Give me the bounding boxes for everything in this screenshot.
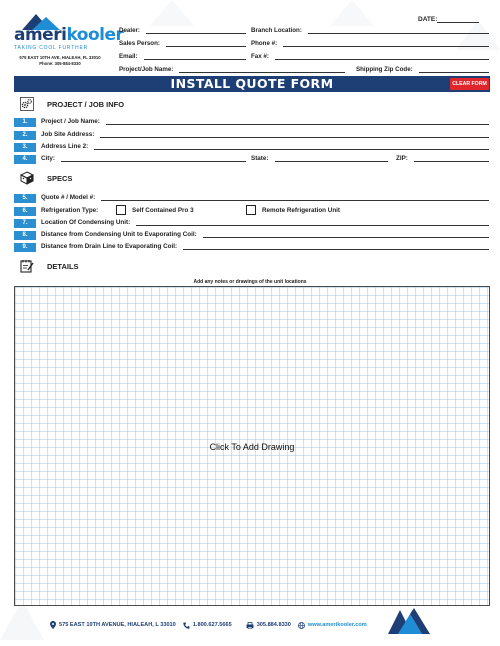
footer-fax: 305.884.8330 [256,622,291,628]
footer-contact-bar [50,621,367,629]
project-job-name-field[interactable]: Project / Job Name: [41,118,489,125]
drawing-grid[interactable] [14,286,490,606]
footer-phone: 1.800.627.5665 [192,622,232,628]
phone-icon [183,622,190,629]
location-pin-icon [50,621,56,629]
title-bar [14,76,490,92]
details-caption: Add any notes or drawings of the unit locations [193,279,307,285]
state-field[interactable]: State: [251,155,388,162]
dealer-field[interactable]: Dealer: [119,27,246,34]
date-input-line[interactable] [437,17,479,23]
city-field[interactable]: City: [41,155,246,162]
project-section-heading: PROJECT / JOB INFO [20,97,124,111]
refrigeration-type-label: Refrigeration Type: [41,207,99,214]
phone-field[interactable]: Phone #: [251,40,489,47]
drain-to-coil-distance-field[interactable]: Distance from Drain Line to Evaporating Coil: [41,243,489,250]
shipping-zip-field[interactable]: Shipping Zip Code: [356,66,489,73]
remote-refrigeration-checkbox[interactable] [246,205,256,215]
condensing-unit-location-field[interactable]: Location Of Condensing Unit: [41,219,489,226]
notepad-icon [20,259,34,273]
sales-person-field[interactable]: Sales Person: [119,40,246,47]
row-number: 8. [14,231,36,240]
background-triangle [330,0,374,26]
logo-wordmark: amerikooler [14,25,124,45]
specs-section-heading: SPECS [20,171,72,185]
job-site-address-field[interactable]: Job Site Address: [41,131,489,138]
quote-model-field[interactable]: Quote # / Model #: [41,194,489,201]
date-field[interactable]: DATE: [418,16,479,23]
add-drawing-prompt[interactable]: Click To Add Drawing [209,442,295,452]
cube-icon [20,171,34,185]
logo-address: 575 EAST 10TH AVE, HIALEAH, FL 33010 Phone: 305-884-8330 [19,55,101,66]
project-job-name-header-field[interactable]: Project/Job Name: [119,66,345,73]
remote-refrigeration-option[interactable]: Remote Refrigeration Unit [246,205,340,215]
background-triangle [0,600,44,640]
form-title: INSTALL QUOTE FORM [170,76,334,91]
row-number: 7. [14,219,36,228]
address-line-2-field[interactable]: Address Line 2: [41,143,489,150]
self-contained-checkbox[interactable] [116,205,126,215]
globe-icon [298,622,305,629]
row-number: 1. [14,118,36,127]
fax-icon [246,622,254,629]
footer-address: 575 EAST 10TH AVENUE, HIALEAH, L 33010 [59,622,176,628]
logo-tagline: TAKING COOL FURTHER [14,45,89,51]
zip-field[interactable]: ZIP: [396,155,489,162]
self-contained-option[interactable]: Self Contained Pro 3 [116,205,194,215]
branch-location-field[interactable]: Branch Location: [251,27,489,34]
row-number: 2. [14,131,36,140]
row-number: 6. [14,207,36,216]
condensing-to-coil-distance-field[interactable]: Distance from Condensing Unit to Evaporating Coil: [41,231,489,238]
footer-logo-mark-icon [386,604,434,634]
fax-field[interactable]: Fax #: [251,53,489,60]
details-section-heading: DETAILS [20,259,79,273]
row-number: 4. [14,155,36,164]
background-triangle [150,0,194,26]
row-number: 5. [14,194,36,203]
clear-form-button[interactable]: CLEAR FORM [450,78,489,90]
row-number: 3. [14,143,36,152]
gears-icon [20,97,34,111]
footer-website-link[interactable]: www.amerikooler.com [307,622,367,628]
row-number: 9. [14,243,36,252]
company-logo [14,25,124,66]
email-field[interactable]: Email: [119,53,246,60]
